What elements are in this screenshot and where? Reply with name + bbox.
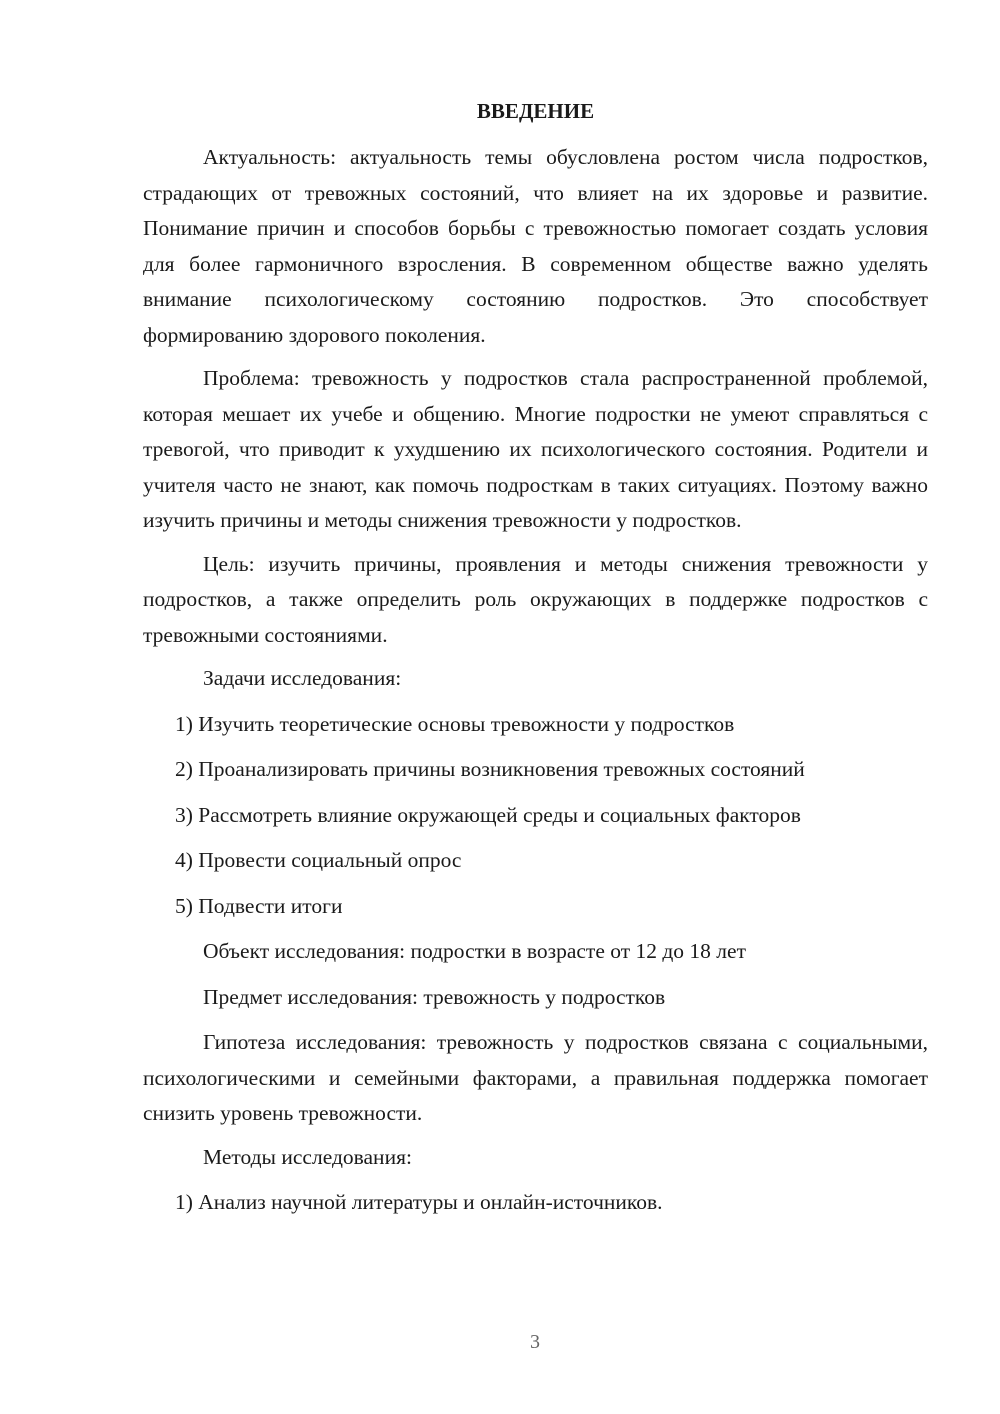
problem-paragraph: Проблема: тревожность у подростков стала распространенной проблемой, которая мешает их учебе и общению. Многие подростки не умеют справляться с тревогой, что приводит к ухудшению их психологического состояния. Родители и учителя часто не знают, как помочь подросткам в таких ситуациях. Поэтому важно изучить причины и методы снижения тревожности у подростков. [143, 366, 928, 532]
list-item: 1) Анализ научной литературы и онлайн-источников. [175, 1190, 663, 1214]
relevance-paragraph: Актуальность: актуальность темы обусловлена ростом числа подростков, страдающих от тревожных состояний, что влияет на их здоровье и развитие. Понимание причин и способов борьбы с тревожностью помогает создать условия для более гармоничного взросления. В современном обществе важно уделять внимание психологическому состоянию подростков. Это способствует формированию здорового поколения. [143, 145, 928, 347]
page-title: ВВЕДЕНИЕ [476, 99, 595, 123]
tasks-list [143, 707, 928, 935]
list-item: 5) Подвести итоги [175, 893, 343, 918]
research-subject: Предмет исследования: тревожность у подростков [203, 984, 666, 1009]
list-item: 2) Проанализировать причины возникновения тревожных состояний [175, 757, 805, 781]
page-number: 3 [530, 1331, 540, 1353]
list-item: 1) Изучить теоретические основы тревожности у подростков [175, 711, 735, 736]
goal-paragraph: Цель: изучить причины, проявления и методы снижения тревожности у подростков, а также определить роль окружающих в поддержке подростков с тревожными состояниями. [143, 551, 928, 647]
methods-heading: Методы исследования: [203, 1144, 412, 1169]
list-item: 4) Провести социальный опрос [175, 848, 462, 872]
hypothesis-paragraph: Гипотеза исследования: тревожность у подростков связана с социальными, психологическими и семейными факторами, а правильная поддержка помогает снизить уровень тревожности. [143, 1030, 928, 1125]
tasks-heading: Задачи исследования: [203, 666, 402, 690]
methods-list [143, 1185, 928, 1231]
list-item: 3) Рассмотреть влияние окружающей среды и социальных факторов [175, 802, 801, 827]
research-object: Объект исследования: подростки в возрасте от 12 до 18 лет [203, 939, 746, 963]
document-page [143, 94, 928, 1231]
